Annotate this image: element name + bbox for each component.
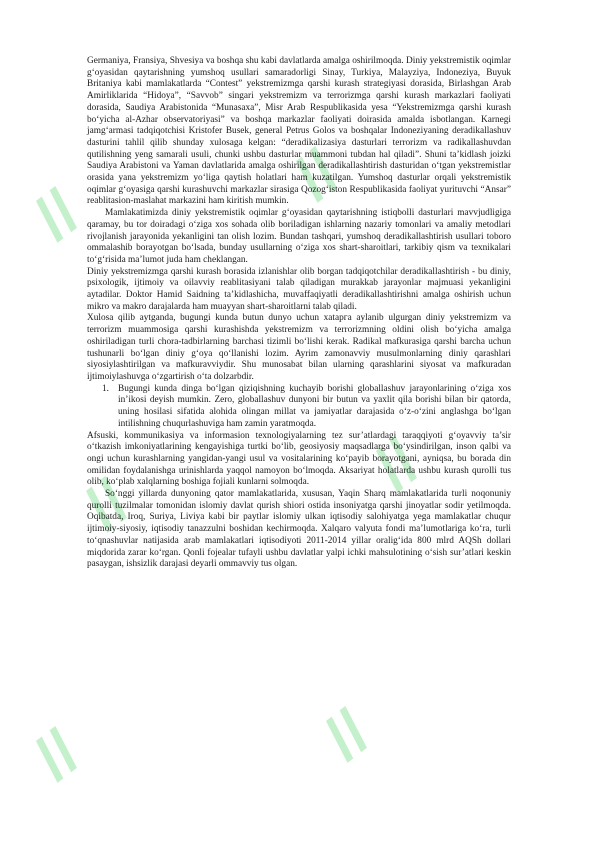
list-item-number: 1.: [102, 383, 109, 394]
watermark-fragment: //: [362, 427, 433, 504]
watermark-fragment: //: [22, 177, 93, 254]
numbered-list: [87, 384, 511, 431]
list-item-text: Bugungi kunda dinga bo‘lgan qiziqishning kuchayib borishi globallashuv jarayonlarining o‘ziga xos in’ikosi deyish mumkin. Zero, globallashuv dunyoni bir butun va yaxlit qila borishi bilan bir qatorda, uning hosilasi sifatida alohida olingan millat va jamiyatlar darajasida o‘z-o‘zini anglashga bo‘lgan intilishning chuqurlashuviga ham zamin yaratmoqda.: [118, 383, 511, 429]
watermark-fragment: //: [22, 717, 93, 794]
list-item: [87, 384, 511, 431]
paragraph: Germaniya, Fransiya, Shvesiya va boshqa shu kabi davlatlarda amalga oshirilmoqda. Diniy yekstremistik oqimlar g‘oyasidan qaytarishning yumshoq usullari samaradorligi Sinay, Turkiya, Malayziya, Indoneziya, Buyuk Britaniya kabi mamlakatlarda “Contest” yekstremizmga qarshi kurash strategiyasi dorasida, Birlashgan Arab Amirliklarida “Hidoya”, “Savvob” singari yekstremizm va terrorizmga qarshi kurash markazlari faoliyati dorasida, Saudiya Arabistonida “Munasaxa”, Misr Arab Respublikasida yesa “Yekstremizmga qarshi kurash bo‘yicha al-Azhar observatoriyasi” va boshqa markazlar faoliyati doirasida amalda isbotlangan. Karnegi jamg‘armasi tadqiqotchisi Kristofer Busek, general Petrus Golos va boshqalar Indoneziyaning deradikallashuv dasturini tahlil qilib shunday xulosaga kelgan: “deradikalizasiya dasturlari terrorizm va radikallashuvdan qutilishning yeng samarali usuli, chunki ushbu dasturlar muammoni tubdan hal qiladi”. Shuni ta’kidlash joizki Saudiya Arabistoni va Yaman davlatlarida amalga oshirilgan deradikallashtirish dasturidan o‘tgan yekstremistlar orasida yana yekstremizm yo‘liga qaytish holatlari ham kuzatilgan. Yumshoq dasturlar orqali yekstremistik oqimlar g‘oyasiga qarshi kurashuvchi markazlar sirasiga Qozog‘iston Respublikasida faoliyat yurituvchi “Ansar” reablitasion-maslahat markazini ham kiritish mumkin.: [87, 56, 511, 207]
paragraph: Diniy yekstremizmga qarshi kurash borasida izlanishlar olib borgan tadqiqotchilar deradikallashtirish - bu diniy, psixologik, ijtimoiy va oilavviy reablitasiyani talab qiladigan murakkab jarayonlar majmuasi yekanligini aytadilar. Doktor Hamid Saidning ta’kidlashicha, muvaffaqiyatli deradikallashtirishni amalga oshirish uchun mikro va makro darajalarda ham muayyan shart-sharoitlarni talab qiladi.: [87, 266, 511, 312]
paragraph: Mamlakatimizda diniy yekstremistik oqimlar g‘oyasidan qaytarishning istiqbolli dasturlari mavvjudligiga qaramay, bu tor doiradagi o‘ziga xos sohada olib boriladigan ishlarning nazariy tomonlari va amaliy metodlari rivojlanish jarayonida yekanligini tan olish lozim. Bundan tashqari, yumshoq deradikallashtirish usullari toboro ommalashib borayotgan bo‘lsada, bunday usullarning o‘ziga xos shart-sharoitlari, tarkibiy qism va texnikalari to‘g‘risida ma’lumot juda ham cheklangan.: [87, 208, 511, 265]
paragraph: Afsuski, kommunikasiya va informasion texnologiyalarning tez sur’atlardagi taraqqiyoti g‘oyavviy ta’sir o‘tkazish imkoniyatlarining kengayishiga turtki bo‘lib, geosiyosiy maqsadlarga bo‘ysindirilgan, inson qalbi va ongi uchun kurashlarning yangidan-yangi usul va vositalarining ko‘payib borayotgani, ayniqsa, bu borada din omilidan foydalanishga urinishlarda yaqqol namoyon bo‘lmoqda. Aksariyat holatlarda ushbu kurash qurolli tus olib, ko‘plab xalqlarning boshiga fojiali kunlarni solmoqda.: [87, 430, 511, 488]
paragraph: So‘nggi yillarda dunyoning qator mamlakatlarida, xususan, Yaqin Sharq mamlakatlarida turli noqonuniy qurolli tuzilmalar tomonidan islomiy davlat qurish shiori ostida insoniyatga qarshi jinoyatlar sodir yetilmoqda. Oqibatda, Iroq, Suriya, Liviya kabi bir paytlar islomiy ulkan iqtisodiy salohiyatga yega mamlakatlar chuqur ijtimoiy-siyosiy, iqtisodiy tanazzulni boshidan kechirmoqda. Xalqaro valyuta fondi ma’lumotlariga ko‘ra, turli to‘qnashuvlar natijasida arab mamlakatlari iqtisodiyoti 2011-2014 yillar oralig‘ida 800 mlrd AQSh dollari miqdorida zarar ko‘rgan. Qonli fojealar tufayli ushbu davlatlar yalpi ichki mahsulotining o‘sish sur’atlari keskin pasaygan, ishsizlik darajasi deyarli ommavviy tus olgan.: [87, 489, 511, 570]
watermark-fragment: //: [282, 137, 353, 214]
paragraph: Xulosa qilib aytganda, bugungi kunda butun dunyo uchun xataрга aylanib ulgurgan diniy yekstremizm va terrorizm muammosiga qarshi kurashishda yekstremizm va terrorizmning oldini olish bo‘yicha amalga oshiriladigan turli chora-tadbirlarning barchasi tizimli bo‘lishi kerak. Radikal mafkurasiga qarshi barcha uchun tushunarli bo‘lgan diniy g‘oya qo‘llanishi lozim. Ayrim zamonavviy musulmonlarning diniy qarashlari siyosiylashtirilgan va mafkuravviydir. Shu munosabat bilan ularning qarashlarini siyosat va mafkuradan ijtimoiylashuvga o‘zgartirish o‘ta dolzarbdir.: [87, 313, 511, 382]
document-page: [87, 56, 511, 571]
watermark-fragment: //: [312, 697, 383, 774]
watermark-fragment: //: [72, 467, 143, 544]
